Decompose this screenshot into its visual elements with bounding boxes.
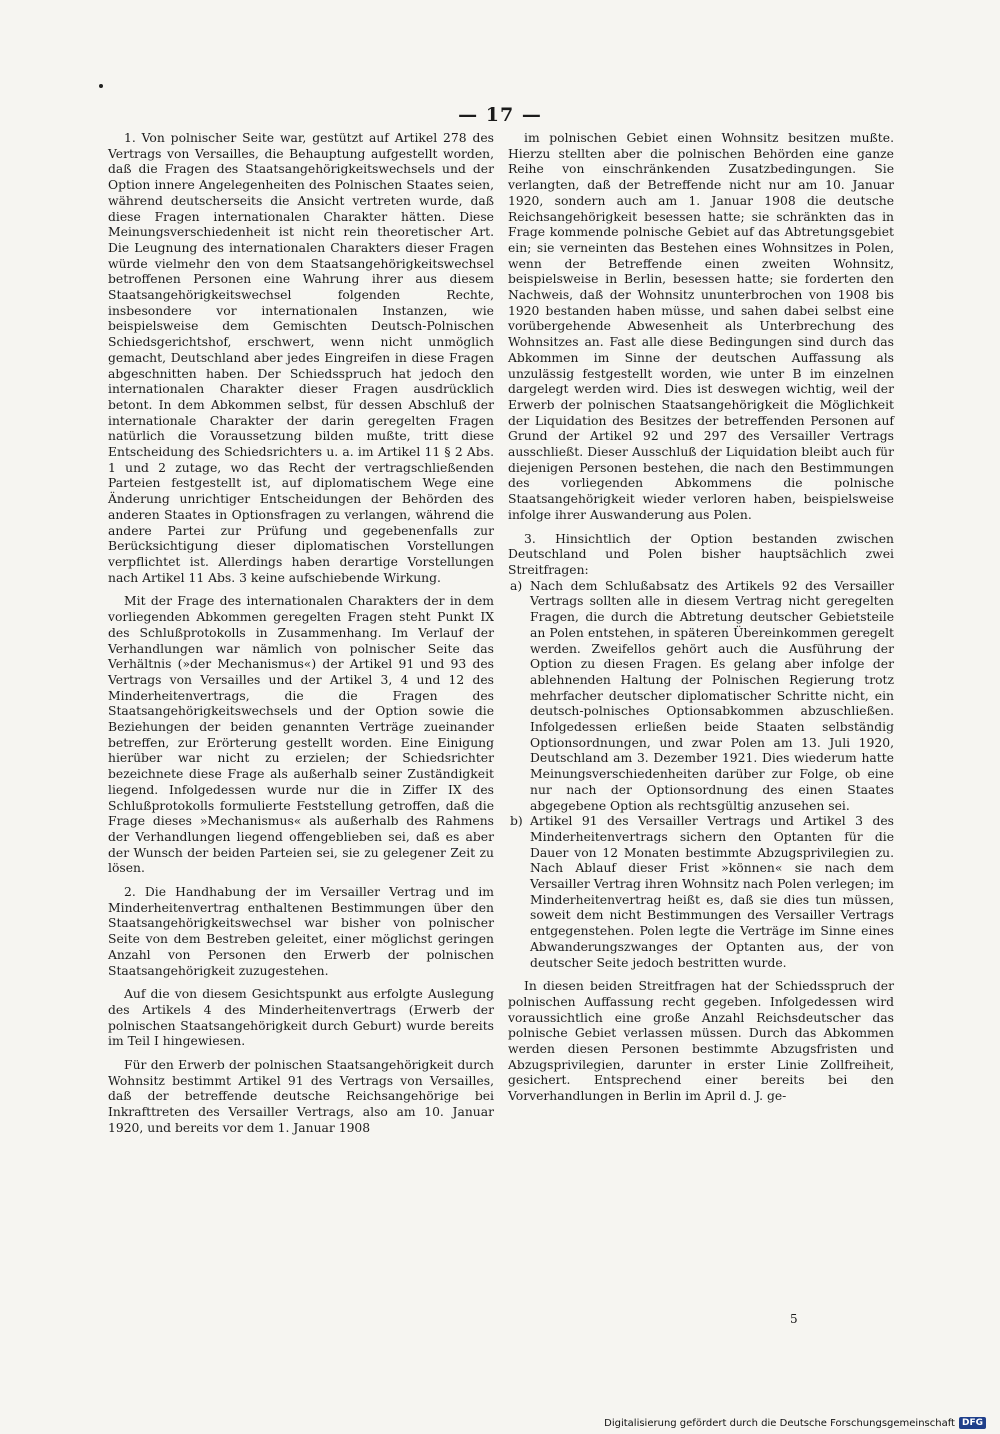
list-item-text: Nach dem Schlußabsatz des Artikels 92 des Versailler Vertrags sollten alle in diesem Vertrag nicht geregelten Fragen, die durch die Abtretung deutscher Gebietsteile an Polen entstehen, in späteren Übereinkommen geregelt werden. Zweifellos gehört auch die Ausführung der Option zu diesen Fragen. Es gelang aber infolge der ablehnenden Haltung der Polnischen Regierung trotz mehrfacher deutscher diplomatischer Schritte nicht, ein deutsch-polnisches Optionsabkommen abzuschließen. Infolgedessen erließen beide Staaten selbständig Optionsordnungen, und zwar Polen am 13. Juli 1920, Deutschland am 3. Dezember 1921. Dies wiederum hatte Meinungsverschiedenheiten darüber zur Folge, ob eine nur nach der Optionsordnung des einen Staates abgegebene Option als rechtsgültig anzusehen sei. (530, 578, 894, 813)
list-marker: a) (510, 578, 523, 593)
paragraph: Für den Erwerb der polnischen Staatsangehörigkeit durch Wohnsitz bestimmt Artikel 91 des Vertrags von Versailles, daß der betreffende deutsche Reichsangehörige bei Inkrafttreten des Versailler Vertrags, also am 10. Januar 1920, und bereits vor dem 1. Januar 1908 (108, 1058, 494, 1135)
page-number-header: — 17 — (458, 104, 542, 126)
paragraph: im polnischen Gebiet einen Wohnsitz besitzen mußte. Hierzu stellten aber die polnischen Behörden eine ganze Reihe von einschränkenden Zusatzbedingungen. Sie verlangten, daß der Betreffende nicht nur am 10. Januar 1920, sondern auch am 1. Januar 1908 die deutsche Reichsangehörigkeit besessen hatte; sie schränkten das in Frage kommende polnische Gebiet auf das Abtretungsgebiet ein; sie verneinten das Bestehen eines Wohnsitzes in Polen, wenn der Betreffende einen zweiten Wohnsitz, beispielsweise in Berlin, besessen hatte; sie forderten den Nachweis, daß der Wohnsitz ununterbrochen von 1908 bis 1920 bestanden haben müsse, und sahen dabei selbst eine vorübergehende Abwesenheit als Unterbrechung des Wohnsitzes an. Fast alle diese Bedingungen sind durch das Abkommen im Sinne der deutschen Auffassung als unzulässig festgestellt worden, wie unter B im einzelnen dargelegt werden wird. Dies ist deswegen wichtig, weil der Erwerb der polnischen Staatsangehörigkeit die Möglichkeit der Liquidation des Besitzes der betreffenden Personen auf Grund der Artikel 92 und 297 des Versailler Vertrags ausschließt. Dieser Ausschluß der Liquidation bleibt auch für diejenigen Personen bestehen, die nach den Bestimmungen des vorliegenden Abkommens die polnische Staatsangehörigkeit wieder verloren haben, beispielsweise infolge ihrer Auswanderung aus Polen. (508, 131, 894, 522)
paragraph: Auf die von diesem Gesichtspunkt aus erfolgte Auslegung des Artikels 4 des Minderheitenvertrags (Erwerb der polnischen Staatsangehörigkeit durch Geburt) wurde bereits im Teil I hingewiesen. (108, 987, 494, 1049)
paragraph: 1. Von polnischer Seite war, gestützt auf Artikel 278 des Vertrags von Versailles, die Behauptung aufgestellt worden, daß die Fragen des Staatsangehörigkeitswechsels und der Option innere Angelegenheiten des Polnischen Staates seien, während deutscherseits die Ansicht vertreten wurde, daß diese Fragen internationalen Charakter hätten. Diese Meinungsverschiedenheit ist nicht rein theoretischer Art. Die Leugnung des internationalen Charakters dieser Fragen würde vielmehr den von dem Staatsangehörigkeitswechsel betroffenen Personen eine Wahrung ihrer aus diesem Staatsangehörigkeitswechsel folgenden Rechte, insbesondere vor internationalen Instanzen, wie beispielsweise dem Gemischten Deutsch-Polnischen Schiedsgerichtshof, erschwert, wenn nicht unmöglich gemacht, Deutschland aber jedes Eingreifen in diese Fragen abgeschnitten haben. Der Schiedsspruch hat jedoch den internationalen Charakter dieser Fragen ausdrücklich betont. In dem Abkommen selbst, für dessen Abschluß der internationale Charakter der darin geregelten Fragen natürlich die Voraussetzung bilden mußte, tritt diese Entscheidung des Schiedsrichters u. a. im Artikel 11 § 2 Abs. 1 und 2 zutage, wo das Recht der vertragschließenden Parteien festgestellt ist, auf diplomatischem Wege eine Änderung unrichtiger Entscheidungen der Behörden des anderen Staates in Optionsfragen zu verlangen, während die andere Partei zur Prüfung und gegebenenfalls zur Berücksichtigung dieser diplomatischen Vorstellungen verpflichtet ist. Allerdings haben derartige Vorstellungen nach Artikel 11 Abs. 3 keine aufschiebende Wirkung. (108, 131, 494, 585)
list-item (508, 579, 894, 815)
signature-mark: 5 (790, 1312, 798, 1326)
left-column (108, 131, 494, 1137)
paragraph: 3. Hinsichtlich der Option bestanden zwischen Deutschland und Polen bisher hauptsächlich zwei Streitfragen: (508, 531, 894, 577)
digitization-footer (604, 1417, 986, 1429)
paragraph: In diesen beiden Streitfragen hat der Schiedsspruch der polnischen Auffassung recht gegeben. Infolgedessen wird voraussichtlich eine große Anzahl Reichsdeutscher das polnische Gebiet verlassen müssen. Durch das Abkommen werden diesen Personen bestimmte Abzugsfristen und Abzugsprivilegien, darunter in erster Linie Zollfreiheit, gesichert. Entsprechend einer bereits bei den Vorverhandlungen in Berlin im April d. J. ge- (508, 979, 894, 1104)
dfg-logo: DFG (959, 1417, 986, 1429)
right-column (508, 131, 894, 1105)
list-item (508, 814, 894, 971)
paragraph: 2. Die Handhabung der im Versailler Vertrag und im Minderheitenvertrag enthaltenen Bestimmungen über den Staatsangehörigkeitswechsel war bisher von polnischer Seite von dem Bestreben geleitet, einer möglichst geringen Anzahl von Personen den Erwerb der polnischen Staatsangehörigkeit zuzugestehen. (108, 885, 494, 978)
footer-text: Digitalisierung gefördert durch die Deutsche Forschungsgemeinschaft (604, 1417, 955, 1429)
list-item-text: Artikel 91 des Versailler Vertrags und Artikel 3 des Minderheitenvertrags sichern den Optanten für die Dauer von 12 Monaten bestimmte Abzugsprivilegien zu. Nach Ablauf dieser Frist »können« sie nach dem Versailler Vertrag ihren Wohnsitz nach Polen verlegen; im Minderheitenvertrag heißt es, daß sie dies tun müssen, soweit dem nicht Bestimmungen des Versailler Vertrags entgegenstehen. Polen legte die Verträge im Sinne eines Abwanderungszwanges der Optanten aus, der von deutscher Seite jedoch bestritten wurde. (530, 814, 894, 970)
list-marker: b) (510, 814, 523, 829)
speck-mark (99, 84, 103, 88)
paragraph: Mit der Frage des internationalen Charakters der in dem vorliegenden Abkommen geregelten Fragen steht Punkt IX des Schlußprotokolls in Zusammenhang. Im Verlauf der Verhandlungen war nämlich von polnischer Seite das Verhältnis (»der Mechanismus«) der Artikel 91 und 93 des Vertrags von Versailles und der Artikel 3, 4 und 12 des Minderheitenvertrags, die die Fragen des Staatsangehörigkeitswechsels und der Option sowie die Beziehungen der beiden genannten Verträge zueinander betreffen, zur Erörterung gestellt worden. Eine Einigung hierüber war nicht zu erzielen; der Schiedsrichter bezeichnete diese Frage als außerhalb seiner Zuständigkeit liegend. Infolgedessen wurde nur die in Ziffer IX des Schlußprotokolls formulierte Feststellung getroffen, daß die Frage dieses »Mechanismus« als außerhalb des Rahmens der Verhandlungen liegend offengeblieben sei, daß es aber der Wunsch der beiden Parteien sei, sie zu gelegener Zeit zu lösen. (108, 594, 494, 876)
